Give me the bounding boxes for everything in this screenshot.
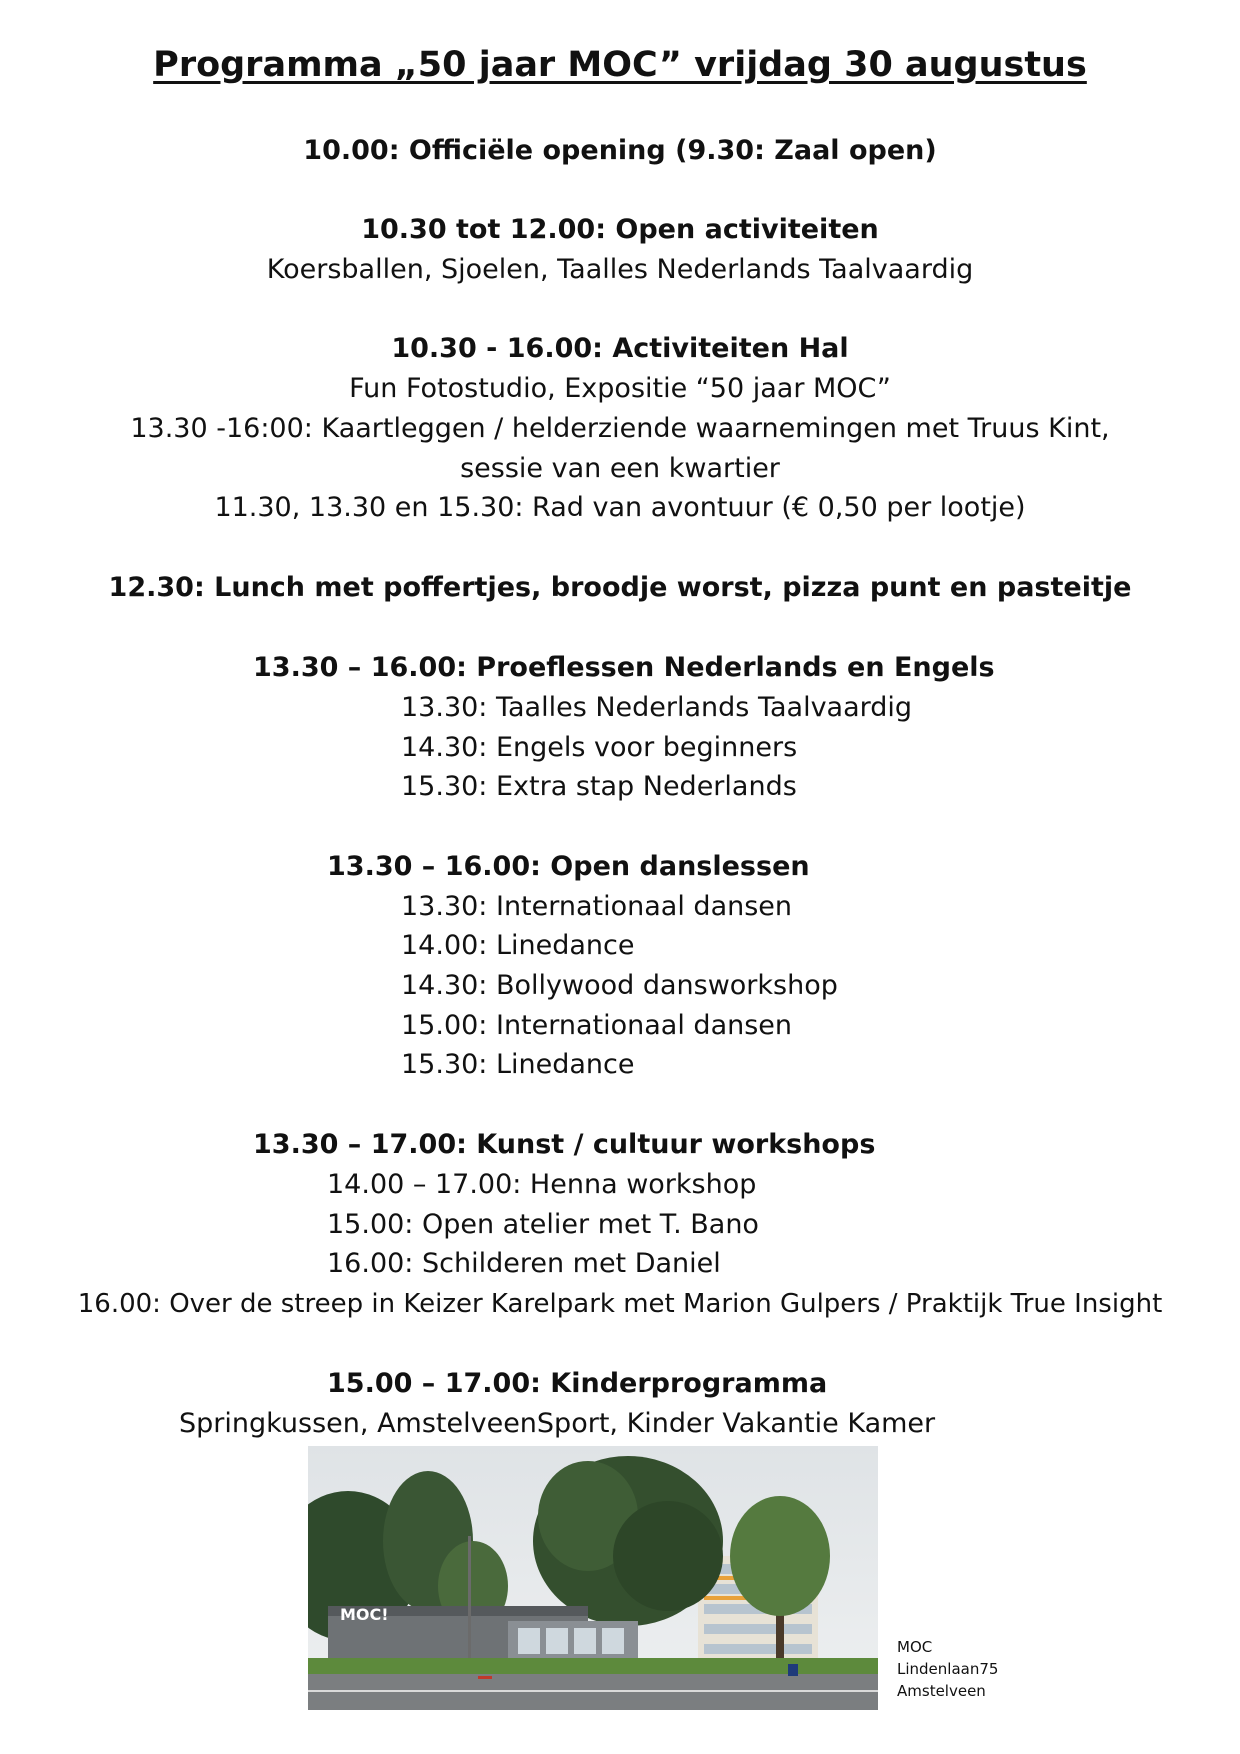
dance-line: 15.00: Internationaal dansen	[401, 1010, 793, 1041]
workshops-line: 16.00: Schilderen met Daniel	[327, 1248, 721, 1279]
workshops-line: 14.00 – 17.00: Henna workshop	[327, 1169, 757, 1200]
address-city: Amstelveen	[897, 1682, 986, 1700]
hal-heading: 10.30 - 16.00: Activiteiten Hal	[391, 333, 849, 364]
workshops-heading: 13.30 – 17.00: Kunst / cultuur workshops	[253, 1129, 876, 1160]
dance-line: 13.30: Internationaal dansen	[401, 891, 793, 922]
dance-heading: 13.30 – 16.00: Open danslessen	[327, 851, 810, 882]
dance-line: 14.30: Bollywood dansworkshop	[401, 970, 838, 1001]
dance-line: 14.00: Linedance	[401, 930, 635, 961]
lunch-line: 12.30: Lunch met poffertjes, broodje worst, pizza punt en pasteitje	[108, 572, 1132, 603]
workshops-line: 16.00: Over de streep in Keizer Karelpark met Marion Gulpers / Praktijk True Insight	[77, 1289, 1163, 1319]
workshops-line: 15.00: Open atelier met T. Bano	[327, 1209, 759, 1240]
languages-line: 13.30: Taalles Nederlands Taalvaardig	[401, 692, 913, 723]
kids-heading: 15.00 – 17.00: Kinderprogramma	[327, 1368, 828, 1399]
languages-heading: 13.30 – 16.00: Proeflessen Nederlands en Engels	[253, 652, 995, 683]
languages-line: 14.30: Engels voor beginners	[401, 732, 798, 763]
page-title: Programma „50 jaar MOC” vrijdag 30 augustus	[153, 45, 1087, 85]
moc-building-illustration	[308, 1446, 878, 1710]
languages-line: 15.30: Extra stap Nederlands	[401, 771, 797, 802]
moc-sign: MOC!	[340, 1605, 389, 1624]
hal-line: 11.30, 13.30 en 15.30: Rad van avontuur (€ 0,50 per lootje)	[214, 492, 1026, 523]
open-activities-heading: 10.30 tot 12.00: Open activiteiten	[361, 214, 879, 245]
address-caption	[897, 1636, 998, 1702]
kids-items: Springkussen, AmstelveenSport, Kinder Vakantie Kamer	[179, 1408, 936, 1439]
dance-line: 15.30: Linedance	[401, 1049, 635, 1080]
open-activities-items: Koersballen, Sjoelen, Taalles Nederlands Taalvaardig	[266, 254, 974, 285]
address-name: MOC	[897, 1638, 933, 1656]
moc-building-photo	[308, 1446, 878, 1710]
address-street: Lindenlaan75	[897, 1660, 999, 1678]
opening-line: 10.00: Officiële opening (9.30: Zaal open)	[303, 135, 937, 166]
hal-line: 13.30 -16:00: Kaartleggen / helderziende waarnemingen met Truus Kint,	[130, 413, 1110, 444]
hal-line: Fun Fotostudio, Expositie “50 jaar MOC”	[349, 373, 891, 404]
hal-line: sessie van een kwartier	[460, 453, 780, 484]
